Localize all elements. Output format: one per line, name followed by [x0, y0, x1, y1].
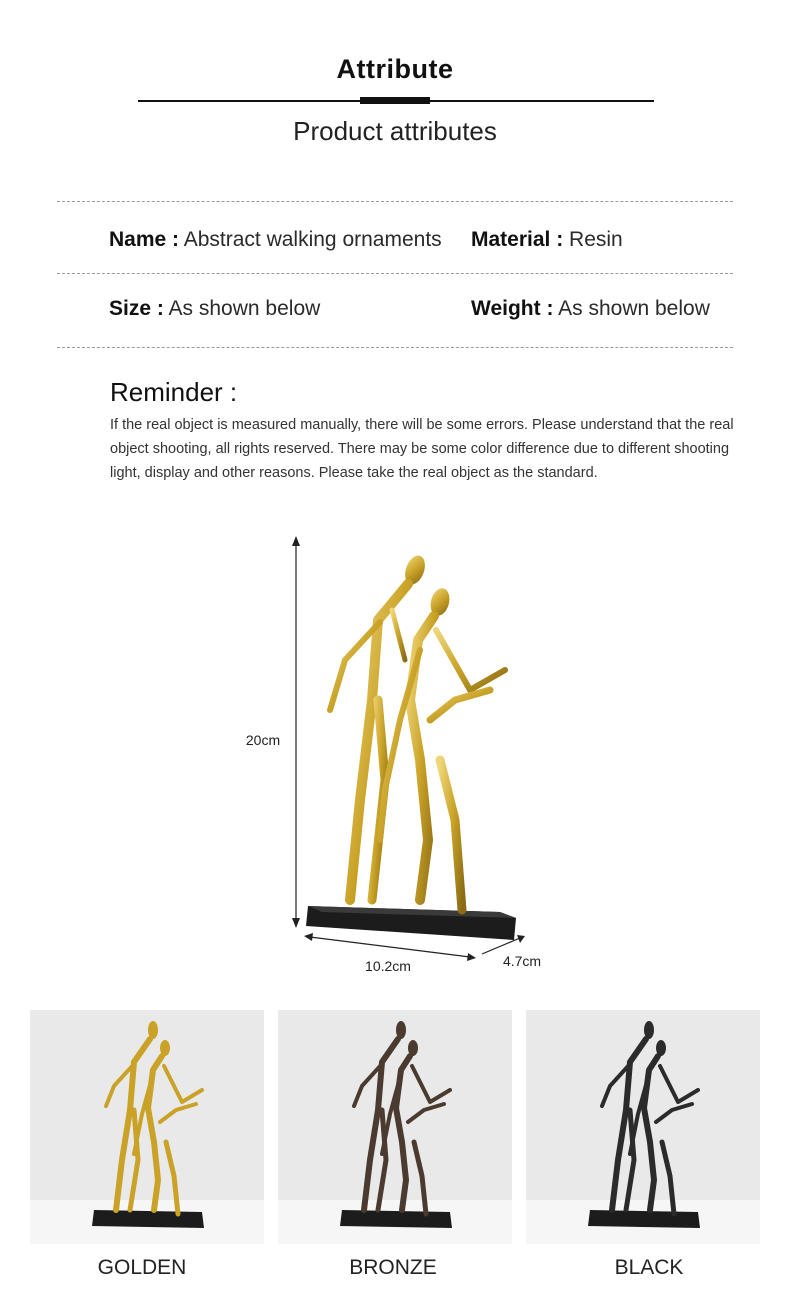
width-label: 10.2cm: [365, 958, 411, 974]
section-subtitle: Product attributes: [293, 116, 497, 146]
variant-photo-black[interactable]: [526, 1010, 760, 1244]
attribute-weight-key: Weight :: [471, 297, 554, 320]
attribute-size-value: As shown below: [163, 297, 321, 320]
attribute-material-value: Resin: [563, 228, 623, 251]
attribute-name-key: Name :: [109, 228, 180, 251]
reminder-title: Reminder :: [110, 377, 238, 407]
attribute-weight: [471, 297, 710, 321]
attribute-weight-value: As shown below: [553, 297, 710, 320]
walking-figures-golden: [330, 553, 505, 910]
section-title: Attribute: [336, 54, 454, 84]
variant-label-black: BLACK: [614, 1256, 684, 1279]
width-arrow: [304, 933, 476, 961]
attribute-name-value: Abstract walking ornaments: [179, 228, 442, 251]
variant-label-golden: GOLDEN: [97, 1256, 187, 1279]
attribute-size-key: Size :: [109, 297, 164, 320]
variant-label-bronze: BRONZE: [349, 1256, 437, 1279]
variant-photo-bronze[interactable]: [278, 1010, 512, 1244]
sculpture-base: [306, 906, 516, 940]
attribute-name: [109, 228, 442, 252]
height-label: 20cm: [245, 732, 281, 748]
depth-label: 4.7cm: [502, 953, 542, 969]
dashed-divider: [57, 273, 733, 274]
reminder-text: If the real object is measured manually, there will be some errors. Please understand that the real object shooting, all rights reserved. There may be some color difference due to different shooting light, display and other reasons. Please take the real object as the standard.: [110, 417, 734, 481]
height-arrow: [292, 536, 300, 928]
title-divider-accent: [360, 97, 430, 104]
attribute-size: [109, 297, 320, 321]
dashed-divider: [57, 347, 733, 348]
variant-photo-golden[interactable]: [30, 1010, 264, 1244]
dimension-diagram: [0, 520, 790, 990]
attribute-material-key: Material :: [471, 228, 564, 251]
attribute-material: [471, 228, 623, 252]
dashed-divider: [57, 201, 733, 202]
